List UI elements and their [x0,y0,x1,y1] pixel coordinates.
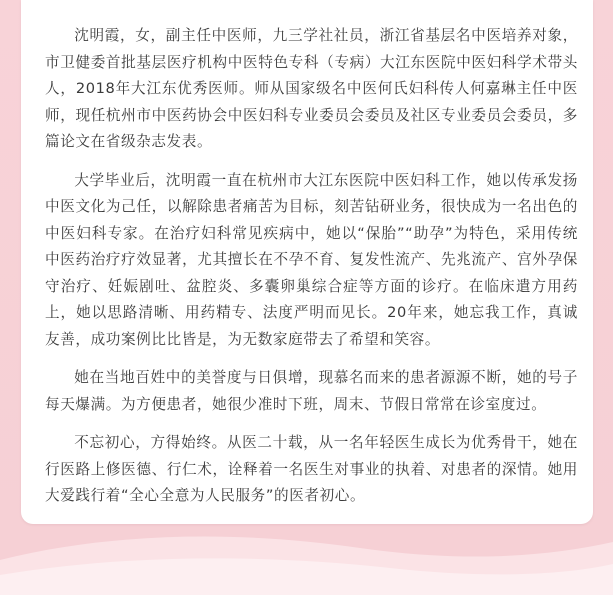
bottom-wave-decoration [0,520,613,595]
paragraph-conclusion: 不忘初心，方得始终。从医二十载，从一名年轻医生成长为优秀骨干，她在行医路上修医德、行仁术，诠释着一名医生对事业的执着、对患者的深情。她用大爱践行着“全心全意为人民服务”的医者初心。 [45,434,578,504]
article-body [45,23,578,522]
paragraph-bio: 沈明霞，女，副主任中医师，九三学社社员，浙江省基层名中医培养对象，市卫健委首批基层医疗机构中医特色专科（专病）大江东医院中医妇科学术带头人，2018年大江东优秀医师。师从国家级名中医何氏妇科传人何嘉琳主任中医师，现任杭州市中医药协会中医妇科专业委员会委员及社区专业委员会委员，多篇论文在省级杂志发表。 [45,27,578,150]
paragraph-career: 大学毕业后，沈明霞一直在杭州市大江东医院中医妇科工作，她以传承发扬中医文化为己任，以解除患者痛苦为目标，刻苦钻研业务，很快成为一名出色的中医妇科专家。在治疗妇科常见疾病中，她以“保胎”“助孕”为特色，采用传统中医药治疗疗效显著，尤其擅长在不孕不育、复发性流产、先兆流产、宫外孕保守治疗、妊娠剧吐、盆腔炎、多囊卵巢综合症等方面的诊疗。在临床遣方用药上，她以思路清晰、用药精专、法度严明而见长。20年来，她忘我工作，真诚友善，成功案例比比皆是，为无数家庭带去了希望和笑容。 [45,171,578,348]
paragraph-reputation: 她在当地百姓中的美誉度与日俱增，现慕名而来的患者源源不断，她的号子每天爆满。为方便患者，她很少准时下班，周末、节假日常常在诊室度过。 [45,369,578,413]
